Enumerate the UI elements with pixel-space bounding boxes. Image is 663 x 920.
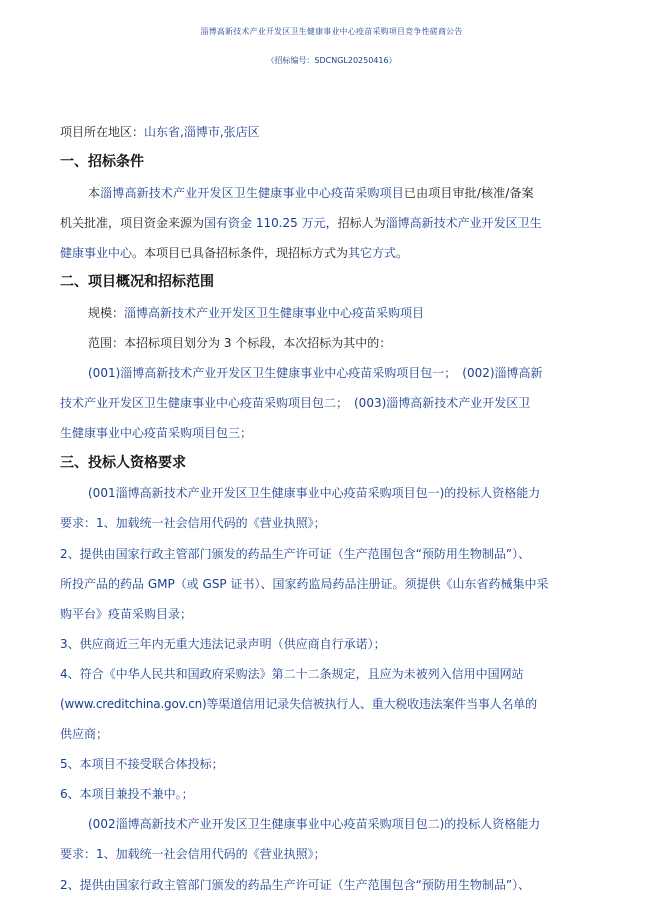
sec1-line-2 bbox=[60, 215, 542, 231]
scale-value: 淄博高新技术产业开发区卫生健康事业中心疫苗采购项目 bbox=[124, 306, 425, 320]
qual-a-line-7: 4、符合《中华人民共和国政府采购法》第二十二条规定，且应为未被列入信用中国网站 bbox=[60, 667, 524, 681]
scale-line bbox=[88, 305, 424, 321]
qual-a-line-6: 3、供应商近三年内无重大违法记录声明（供应商自行承诺）； bbox=[60, 637, 386, 651]
sec1-text: 机关批准，项目资金来源为 bbox=[60, 216, 205, 230]
qual-a-line-2: 要求：1、加载统一社会信用代码的《营业执照》； bbox=[60, 516, 326, 530]
scale-label: 规模： bbox=[88, 306, 125, 320]
qual-a-line-10: 5、本项目不接受联合体投标； bbox=[60, 757, 224, 771]
project-name: 淄博高新技术产业开发区卫生健康事业中心疫苗采购项目 bbox=[100, 186, 404, 200]
tenderer-name: 淄博高新技术产业开发区卫生 bbox=[385, 216, 542, 230]
section-heading-1: 一、招标条件 bbox=[60, 154, 144, 170]
qual-a-line-1: (001淄博高新技术产业开发区卫生健康事业中心疫苗采购项目包一)的投标人资格能力 bbox=[88, 486, 541, 500]
qual-a-line-5: 购平台》疫苗采购目录； bbox=[60, 607, 193, 621]
sec1-text: ，招标人为 bbox=[325, 216, 386, 230]
lots-line-1: (001)淄博高新技术产业开发区卫生健康事业中心疫苗采购项目包一； (002)淄博高新 bbox=[88, 366, 543, 380]
qual-a-line-8: (www.creditchina.gov.cn)等渠道信用记录失信被执行人、重大税收违法案件当事人名单的 bbox=[60, 697, 537, 711]
section-heading-2: 二、项目概况和招标范围 bbox=[60, 274, 214, 290]
sec1-text: 本 bbox=[88, 186, 101, 200]
location-label: 项目所在地区： bbox=[60, 125, 145, 139]
sec1-line-1 bbox=[88, 185, 534, 201]
qual-a-line-11: 6、本项目兼投不兼中。； bbox=[60, 787, 194, 801]
project-location bbox=[60, 124, 260, 140]
sec1-text: 已由项目审批/核准/备案 bbox=[403, 186, 534, 200]
tender-code: （招标编号：SDCNGL20250416） bbox=[266, 56, 397, 65]
sec1-text: 。 bbox=[396, 246, 409, 260]
sec1-line-3 bbox=[60, 245, 408, 261]
qual-a-line-3: 2、提供由国家行政主管部门颁发的药品生产许可证（生产范围包含“预防用生物制品”）、 bbox=[60, 547, 531, 561]
tender-method: 其它方式 bbox=[348, 246, 397, 260]
fund-source: 国有资金 110.25 万元 bbox=[204, 216, 326, 230]
qual-a-line-9: 供应商； bbox=[60, 727, 109, 741]
range-line: 范围：本招标项目划分为 3 个标段，本次招标为其中的： bbox=[88, 336, 392, 350]
sec1-text: 。本项目已具备招标条件，现招标方式为 bbox=[132, 246, 349, 260]
qual-b-line-3: 2、提供由国家行政主管部门颁发的药品生产许可证（生产范围包含“预防用生物制品”）、 bbox=[60, 878, 531, 892]
tenderer-name-cont: 健康事业中心 bbox=[60, 246, 133, 260]
lots-line-2: 技术产业开发区卫生健康事业中心疫苗采购项目包二； (003)淄博高新技术产业开发区卫 bbox=[60, 396, 531, 410]
section-heading-3: 三、投标人资格要求 bbox=[60, 455, 186, 471]
qual-b-line-2: 要求：1、加载统一社会信用代码的《营业执照》； bbox=[60, 847, 326, 861]
qual-b-line-1: (002淄博高新技术产业开发区卫生健康事业中心疫苗采购项目包二)的投标人资格能力 bbox=[88, 817, 541, 831]
location-value: 山东省,淄博市,张店区 bbox=[144, 125, 260, 139]
lots-line-3: 生健康事业中心疫苗采购项目包三； bbox=[60, 426, 253, 440]
qual-a-line-4: 所投产品的药品 GMP（或 GSP 证书）、国家药监局药品注册证。须提供《山东省药械集中采 bbox=[60, 577, 549, 591]
page-title: 淄博高新技术产业开发区卫生健康事业中心疫苗采购项目竞争性磋商公告 bbox=[200, 27, 463, 36]
